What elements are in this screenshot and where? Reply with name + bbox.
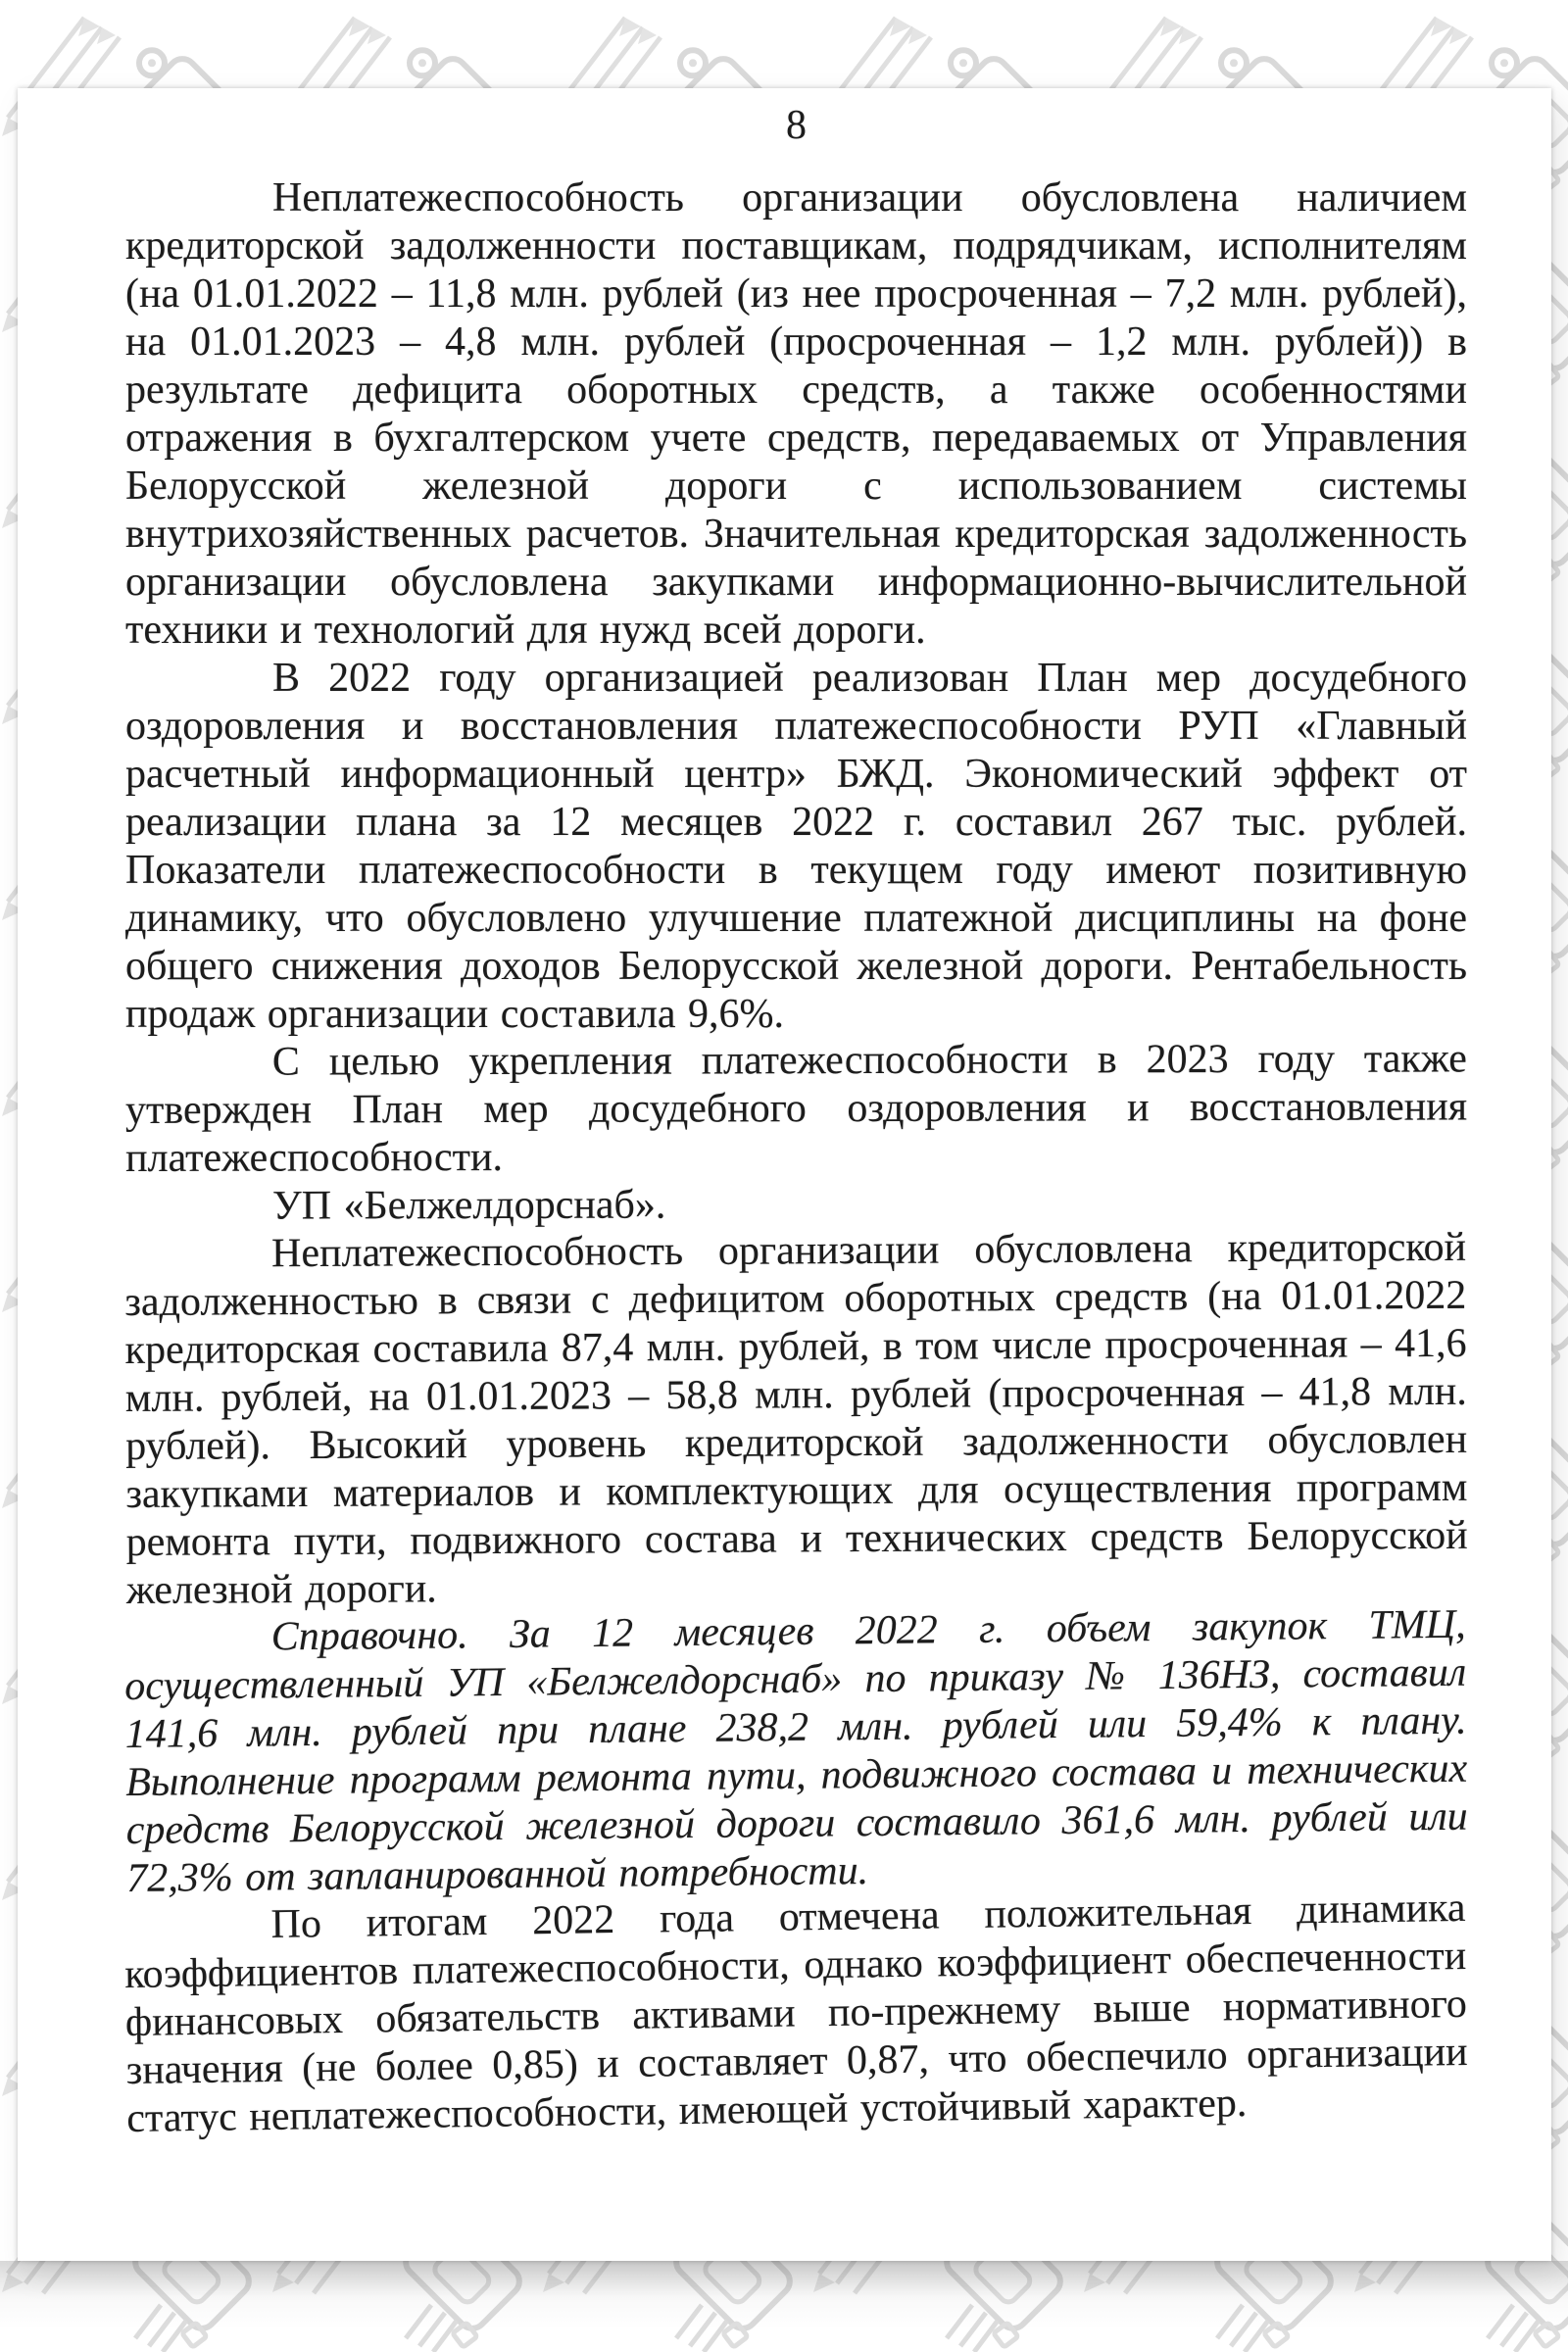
paragraph-plan-2022: В 2022 году организацией реализован План мер досудебного оздоровления и восстановления платежеспособности РУП «Главный расчетный информационный центр» БЖД. Экономический эффект от реализации плана за 12 месяцев 2022 г. составил 267 тыс. рублей. Показатели платежеспособности в текущем году имеют позитивную динамику, что обусловлено улучшение платежной дисциплины на фоне общего снижения доходов Белорусской железной дороги. Рентабельность продаж организации составила 9,6%.	[125, 656, 1467, 1037]
document-page	[18, 88, 1551, 2261]
paragraph-insolvency-snab: Неплатежеспособность организации обусловлена кредиторской задолженностью в связи с дефицитом оборотных средств (на 01.01.2022 кредиторская составила 87,4 млн. рублей, в том числе просроченная – 41,6 млн. рублей, на 01.01.2023 – 58,8 млн. рублей (просроченная – 41,8 млн. рублей). Высокий уровень кредиторской задолженности обусловлен закупками материалов и комплектующих для осуществления программ ремонта пути, подвижного состава и технических средств Белорусской железной дороги.	[124, 1224, 1468, 1613]
paragraph-insolvency-grvc: Неплатежеспособность организации обусловлена наличием кредиторской задолженности поставщикам, подрядчикам, исполнителям (на 01.01.2022 – 11,8 млн. рублей (из нее просроченная – 7,2 млн. рублей), на 01.01.2023 – 4,8 млн. рублей (просроченная – 1,2 млн. рублей)) в результате дефицита оборотных средств, а также особенностями отражения в бухгалтерском учете средств, передаваемых от Управления Белорусской железной дороги с использованием системы внутрихозяйственных расчетов. Значительная кредиторская задолженность организации обусловлена закупками информационно-вычислительной техники и технологий для нужд всей дороги.	[125, 175, 1467, 653]
paragraph-reference-note: Справочно. За 12 месяцев 2022 г. объем закупок ТМЦ, осуществленный УП «Белжелдорснаб» по приказу № 136НЗ, составил 141,6 млн. рублей при плане 238,2 млн. рублей или 59,4% к плану. Выполнение программ ремонта пути, подвижного состава и технических средств Белорусской железной дороги составило 361,6 млн. рублей или 72,3% от запланированной потребности.	[123, 1601, 1468, 1901]
page-number: 8	[786, 103, 807, 148]
document-body	[125, 174, 1467, 2143]
paragraph-plan-2023: С целью укрепления платежеспособности в 2023 году также утвержден План мер досудебного оздоровления и восстановления платежеспособности.	[124, 1036, 1468, 1181]
paragraph-coefficients-2022: По итогам 2022 года отмечена положительная динамика коэффициентов платежеспособности, однако коэффициент обеспеченности финансовых обязательств активами по-прежнему выше нормативного значения (не более 0,85) и составляет 0,87, что обеспечило организации статус неплатежеспособности, имеющей устойчивый характер.	[123, 1885, 1468, 2141]
paragraph-belzheldorsnab-title: УП «Белжелдорснаб».	[271, 1182, 666, 1229]
